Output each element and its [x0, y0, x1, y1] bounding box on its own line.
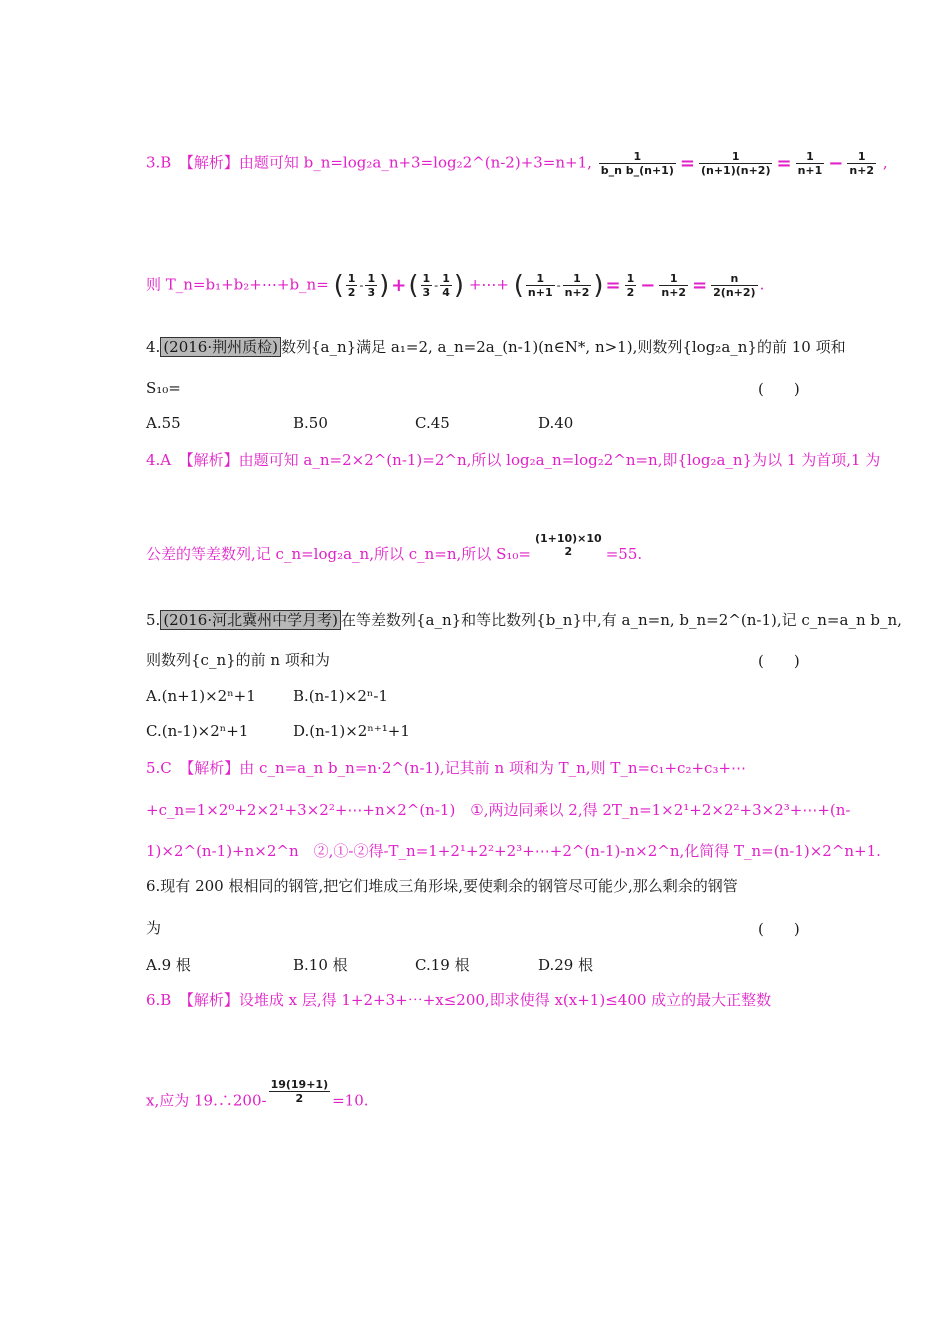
q6-option-d: D.29 根	[538, 956, 594, 974]
q4-answer-line2: 公差的等差数列,记 c_n=log₂a_n,所以 c_n=n,所以 S₁₀= (1+10)×10 2 =55.	[146, 532, 643, 563]
q4-paren: ( )	[758, 380, 800, 398]
q6-frac: $\frac{19(19+1)}{2}$	[270, 1078, 329, 1105]
q4-frac: (1+10)×10 2	[534, 532, 602, 558]
q3-frac-r1: $\frac{1}{n+1}$	[797, 150, 823, 177]
q3-tn-text: 则 T_n=b₁+b₂+⋯+b_n=	[146, 275, 329, 294]
q4-stem2: S₁₀=	[146, 379, 181, 397]
q4-stem-text: 数列{a_n}满足 a₁=2, a_n=2a_(n-1)(n∈N*, n>1),则数列{log₂a_n}的前 10 项和	[280, 338, 846, 356]
q4-option-a: A.55	[146, 414, 181, 432]
q6-stem2: 为	[146, 919, 162, 937]
q5-stem-text: 在等差数列{a_n}和等比数列{b_n}中,有 a_n=n, b_n=2^(n-1),记 c_n=a_n b_n,	[340, 611, 902, 629]
q3-comma: ,	[882, 153, 888, 172]
q6-option-b: B.10 根	[293, 956, 348, 974]
q3-answer-text: 3.B 【解析】由题可知 b_n=log₂a_n+3=log₂2^(n-2)+3=n+1,	[146, 153, 592, 172]
q5-answer-line1: 5.C 【解析】由 c_n=a_n b_n=n·2^(n-1),记其前 n 项和为 T_n,则 T_n=c₁+c₂+c₃+⋯	[146, 759, 747, 777]
q3-answer-line1: 3.B 【解析】由题可知 b_n=log₂a_n+3=log₂2^(n-2)+3=n+1, $\frac{1}{\text{b\_n b\_(n+1)}}$ = $\frac{1}{(n+1)(n+2)}$ = $\frac{1}{n+1}$ − $\frac{1}{n+2}$ ,	[146, 150, 888, 177]
q6-stem: 6.现有 200 根相同的钢管,把它们堆成三角形垛,要使剩余的钢管尽可能少,那么剩余的钢管	[146, 877, 738, 895]
q3-result-frac: $\frac{n}{2(n+2)}$	[713, 272, 756, 299]
q4-stem: 4. (2016·荆州质检) 数列{a_n}满足 a₁=2, a_n=2a_(n-1)(n∈N*, n>1),则数列{log₂a_n}的前 10 项和	[146, 338, 846, 356]
q3-frac-mid: $\frac{1}{(n+1)(n+2)}$	[700, 150, 771, 177]
q6-option-a: A.9 根	[146, 956, 191, 974]
q6-paren: ( )	[758, 920, 800, 938]
q3-ellipsis: +⋯+	[468, 275, 509, 294]
q5-option-d: D.(n-1)×2ⁿ⁺¹+1	[293, 722, 410, 740]
q4-answer-line1: 4.A 【解析】由题可知 a_n=2×2^(n-1)=2^n,所以 log₂a_n=log₂2^n=n,即{log₂a_n}为以 1 为首项,1 为	[146, 451, 881, 469]
q6-answer-line1: 6.B 【解析】设堆成 x 层,得 1+2+3+⋯+x≤200,即求使得 x(x+1)≤400 成立的最大正整数	[146, 991, 772, 1009]
q3-frac-lhs: $\frac{1}{\text{b\_n b\_(n+1)}}$	[600, 150, 674, 177]
q4-option-d: D.40	[538, 414, 574, 432]
q5-stem2: 则数列{c_n}的前 n 项和为	[146, 651, 330, 669]
q4-option-c: C.45	[415, 414, 450, 432]
q3-frac-r2: $\frac{1}{n+2}$	[849, 150, 875, 177]
q5-stem: 5. (2016·河北冀州中学月考) 在等差数列{a_n}和等比数列{b_n}中,有 a_n=n, b_n=2^(n-1),记 c_n=a_n b_n,	[146, 611, 902, 629]
q5-option-b: B.(n-1)×2ⁿ-1	[293, 687, 388, 705]
q4-source-tag: (2016·荆州质检)	[160, 337, 281, 357]
q5-paren: ( )	[758, 652, 800, 670]
q6-option-c: C.19 根	[415, 956, 470, 974]
q5-source-tag: (2016·河北冀州中学月考)	[160, 610, 341, 630]
q6-answer-line2: x,应为 19.∴200- $\frac{19(19+1)}{2}$ =10.	[146, 1078, 369, 1110]
q5-option-c: C.(n-1)×2ⁿ+1	[146, 722, 249, 740]
q3-answer-line2: 则 T_n=b₁+b₂+⋯+b_n= ( $\frac{1}{2}$ - $\frac{1}{3}$ ) +( $\frac{1}{3}$ - $\frac{1}{4}$ ) +⋯+ ( $\frac{1}{n+1}$ - $\frac{1}{n+2}$ ) = $\frac{1}{2}$ − $\frac{1}{n+2}$ = $\frac{n}{2(n+2)}$ .	[146, 270, 765, 301]
q5-option-a: A.(n+1)×2ⁿ+1	[146, 687, 256, 705]
q5-answer-line2: +c_n=1×2⁰+2×2¹+3×2²+⋯+n×2^(n-1) ①,两边同乘以 2,得 2T_n=1×2¹+2×2²+3×2³+⋯+(n-	[146, 801, 851, 819]
q5-answer-line3: 1)×2^(n-1)+n×2^n ②,①-②得-T_n=1+2¹+2²+2³+⋯+2^(n-1)-n×2^n,化简得 T_n=(n-1)×2^n+1.	[146, 842, 881, 860]
q4-option-b: B.50	[293, 414, 328, 432]
